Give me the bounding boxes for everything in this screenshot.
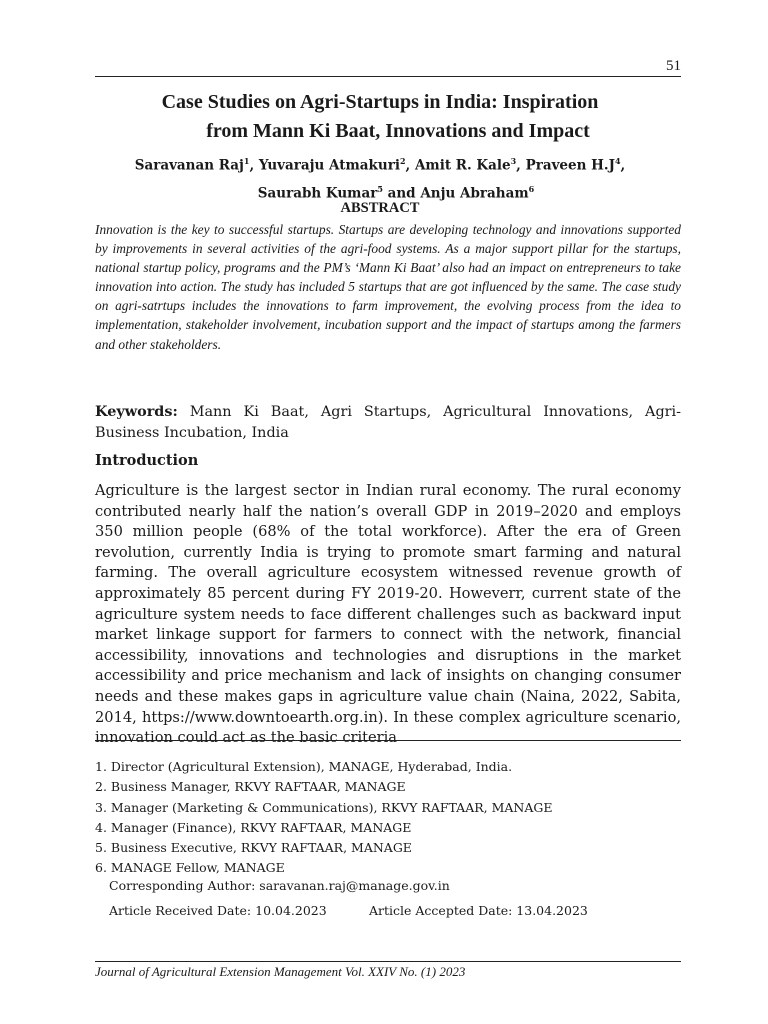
author-name: Amit R. Kale [414, 157, 511, 174]
received-date: Article Received Date: 10.04.2023 [109, 903, 327, 918]
keywords-label: Keywords: [95, 403, 178, 420]
footnote-rule [95, 740, 681, 741]
journal-footer: Journal of Agricultural Extension Management Vol. XXIV No. (1) 2023 [95, 964, 466, 979]
footnote-item: 6. MANAGE Fellow, MANAGE [95, 860, 285, 876]
abstract-body: Innovation is the key to successful startups. Startups are developing technology and innovations supported by improvements in several activities of the agri-food systems. As a major support pillar for the startups, national startup policy, programs and the PM’s ‘Mann Ki Baat’ also had an impact on entrepreneurs to take innovation into action. The study has included 5 startups that are got influenced by the same. The case study on agri-satrtups includes the innovations to farm improvement, the evolving process from the idea to implementation, stakeholder involvement, incubation support and the impact of startups among the farmers and other stakeholders. [95, 222, 681, 352]
footnote-item: 4. Manager (Finance), RKVY RAFTAAR, MANAGE [95, 819, 412, 835]
author-affiliation-mark: 2 [399, 156, 406, 166]
author-name: Saurabh Kumar [257, 185, 378, 201]
author-name: Praveen H.J [525, 157, 615, 174]
author-affiliation-mark: 1 [243, 156, 250, 166]
abstract-heading: ABSTRACT [340, 200, 420, 216]
author-affiliation-mark: 3 [510, 156, 517, 166]
header-rule [95, 76, 681, 77]
author-affiliation-mark: 5 [377, 183, 383, 194]
author-separator: , [249, 157, 259, 174]
corresponding-author: Corresponding Author: saravanan.raj@manage.gov.in [109, 878, 450, 893]
author-separator: , [516, 157, 526, 174]
footnote-item: 1. Director (Agricultural Extension), MANAGE, Hyderabad, India. [95, 759, 513, 774]
affiliation-footnotes [95, 757, 681, 879]
introduction-body: Agriculture is the largest sector in Indian rural economy. The rural economy contributed nearly half the nation’s overall GDP in 2019–2020 and employs 350 million people (68% of the total workforce). After the era of Green revolution, currently India is trying to promote smart farming and natural farming. The overall agriculture ecosystem witnessed revenue growth of approximately 85 percent during FY 2019-20. Howeverr, current state of the agriculture system needs to face different challenges such as backward input market linkage support for farmers to connect with the network, financial accessibility, innovations and technologies and disruptions in the market accessibility and price mechanism and lack of insights on changing consumer needs and these makes gaps in agriculture value chain (Naina, 2022, Sabita, 2014, https://www.downtoearth.org.in). In these complex agriculture scenario, innovation could act as the basic criteria [95, 482, 681, 747]
paper-title [80, 88, 680, 146]
author-affiliation-mark: 4 [614, 156, 621, 166]
keywords [95, 401, 681, 444]
accepted-date: Article Accepted Date: 13.04.2023 [369, 903, 588, 918]
author-separator: , [620, 157, 626, 174]
author-name: Saravanan Raj [134, 157, 244, 174]
footnote-item: 2. Business Manager, RKVY RAFTAAR, MANAGE [95, 779, 406, 795]
page-number: 51 [666, 58, 681, 74]
footnote-item: 5. Business Executive, RKVY RAFTAAR, MANAGE [95, 840, 412, 856]
section-heading-introduction: Introduction [95, 452, 199, 469]
author-separator: , [405, 157, 415, 174]
keywords-text: Mann Ki Baat, Agri Startups, Agricultural Innovations, Agri-Business Incubation, India [95, 404, 681, 441]
author-list [80, 150, 680, 205]
author-affiliation-mark: 6 [528, 183, 535, 194]
title-line-2: from Mann Ki Baat, Innovations and Impact [206, 120, 590, 142]
author-separator: and [382, 185, 421, 201]
author-line-1 [80, 150, 680, 178]
author-name: Yuvaraju Atmakuri [258, 157, 400, 174]
footer-rule [95, 961, 681, 962]
author-name: Anju Abraham [420, 185, 529, 201]
title-line-1: Case Studies on Agri-Startups in India: Inspiration [161, 91, 599, 113]
footnote-item: 3. Manager (Marketing & Communications), RKVY RAFTAAR, MANAGE [95, 799, 553, 815]
